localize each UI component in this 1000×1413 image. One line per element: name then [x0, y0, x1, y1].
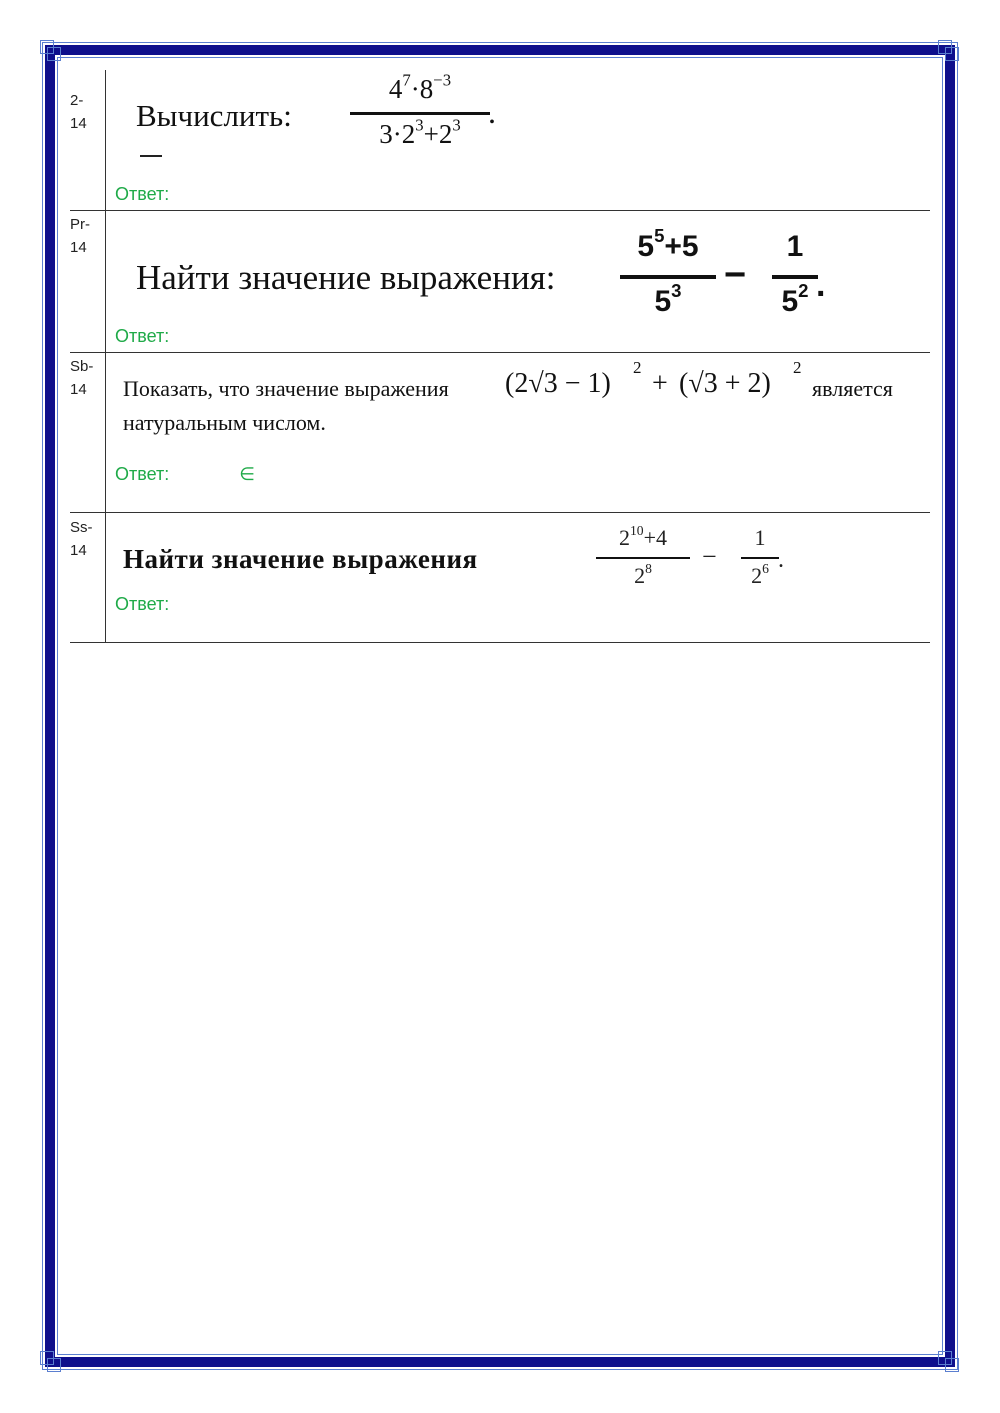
task-prompt: Найти значение выражения:: [136, 258, 556, 297]
table-row-divider: [70, 352, 930, 353]
border-corner-ornament: [40, 1351, 62, 1373]
task-prompt: Вычислить:: [136, 98, 292, 133]
task-id: 2- 14: [70, 92, 87, 132]
fraction-bar: [772, 275, 818, 279]
task-id: Pr- 14: [70, 216, 90, 256]
task-expression: $2^{10}+4$ $2^8$ − 1 $2^6$ .: [596, 525, 796, 595]
answer-label: Ответ:: [115, 184, 170, 204]
task-id: Sb- 14: [70, 358, 94, 398]
answer-label: Ответ:: [115, 594, 170, 614]
answer-label: Ответ: ∈: [115, 464, 255, 484]
task-expression: $5^5+5$ $5^3$ − 1 $5^2$ .: [620, 228, 835, 328]
task-prompt-tail: является: [812, 376, 893, 401]
border-corner-ornament: [938, 40, 960, 62]
task-prompt: Показать, что значение выражения: [123, 376, 449, 401]
task-id: Ss- 14: [70, 519, 93, 559]
task-prompt: Найти значение выражения: [123, 544, 478, 574]
task-expression: $4^7\cdot 8^{-3}$ $3\cdot 2^3+2^3$ .: [350, 74, 495, 156]
fraction-bar: [620, 275, 716, 279]
task-expression: (2√3 − 1) 2 + (√3 + 2) 2: [505, 358, 802, 399]
table-row-divider: [70, 210, 930, 211]
table-row-divider: [70, 512, 930, 513]
cropped-text-fragment: [140, 154, 162, 158]
border-corner-ornament: [40, 40, 62, 62]
element-of-symbol: ∈: [239, 464, 255, 484]
table-column-divider: [105, 70, 106, 642]
table-row-divider: [70, 642, 930, 643]
border-corner-ornament: [938, 1351, 960, 1373]
fraction-bar: [596, 557, 690, 559]
fraction-bar: [741, 557, 779, 559]
task-prompt-line2: натуральным числом.: [123, 410, 326, 435]
answer-label: Ответ:: [115, 326, 170, 346]
